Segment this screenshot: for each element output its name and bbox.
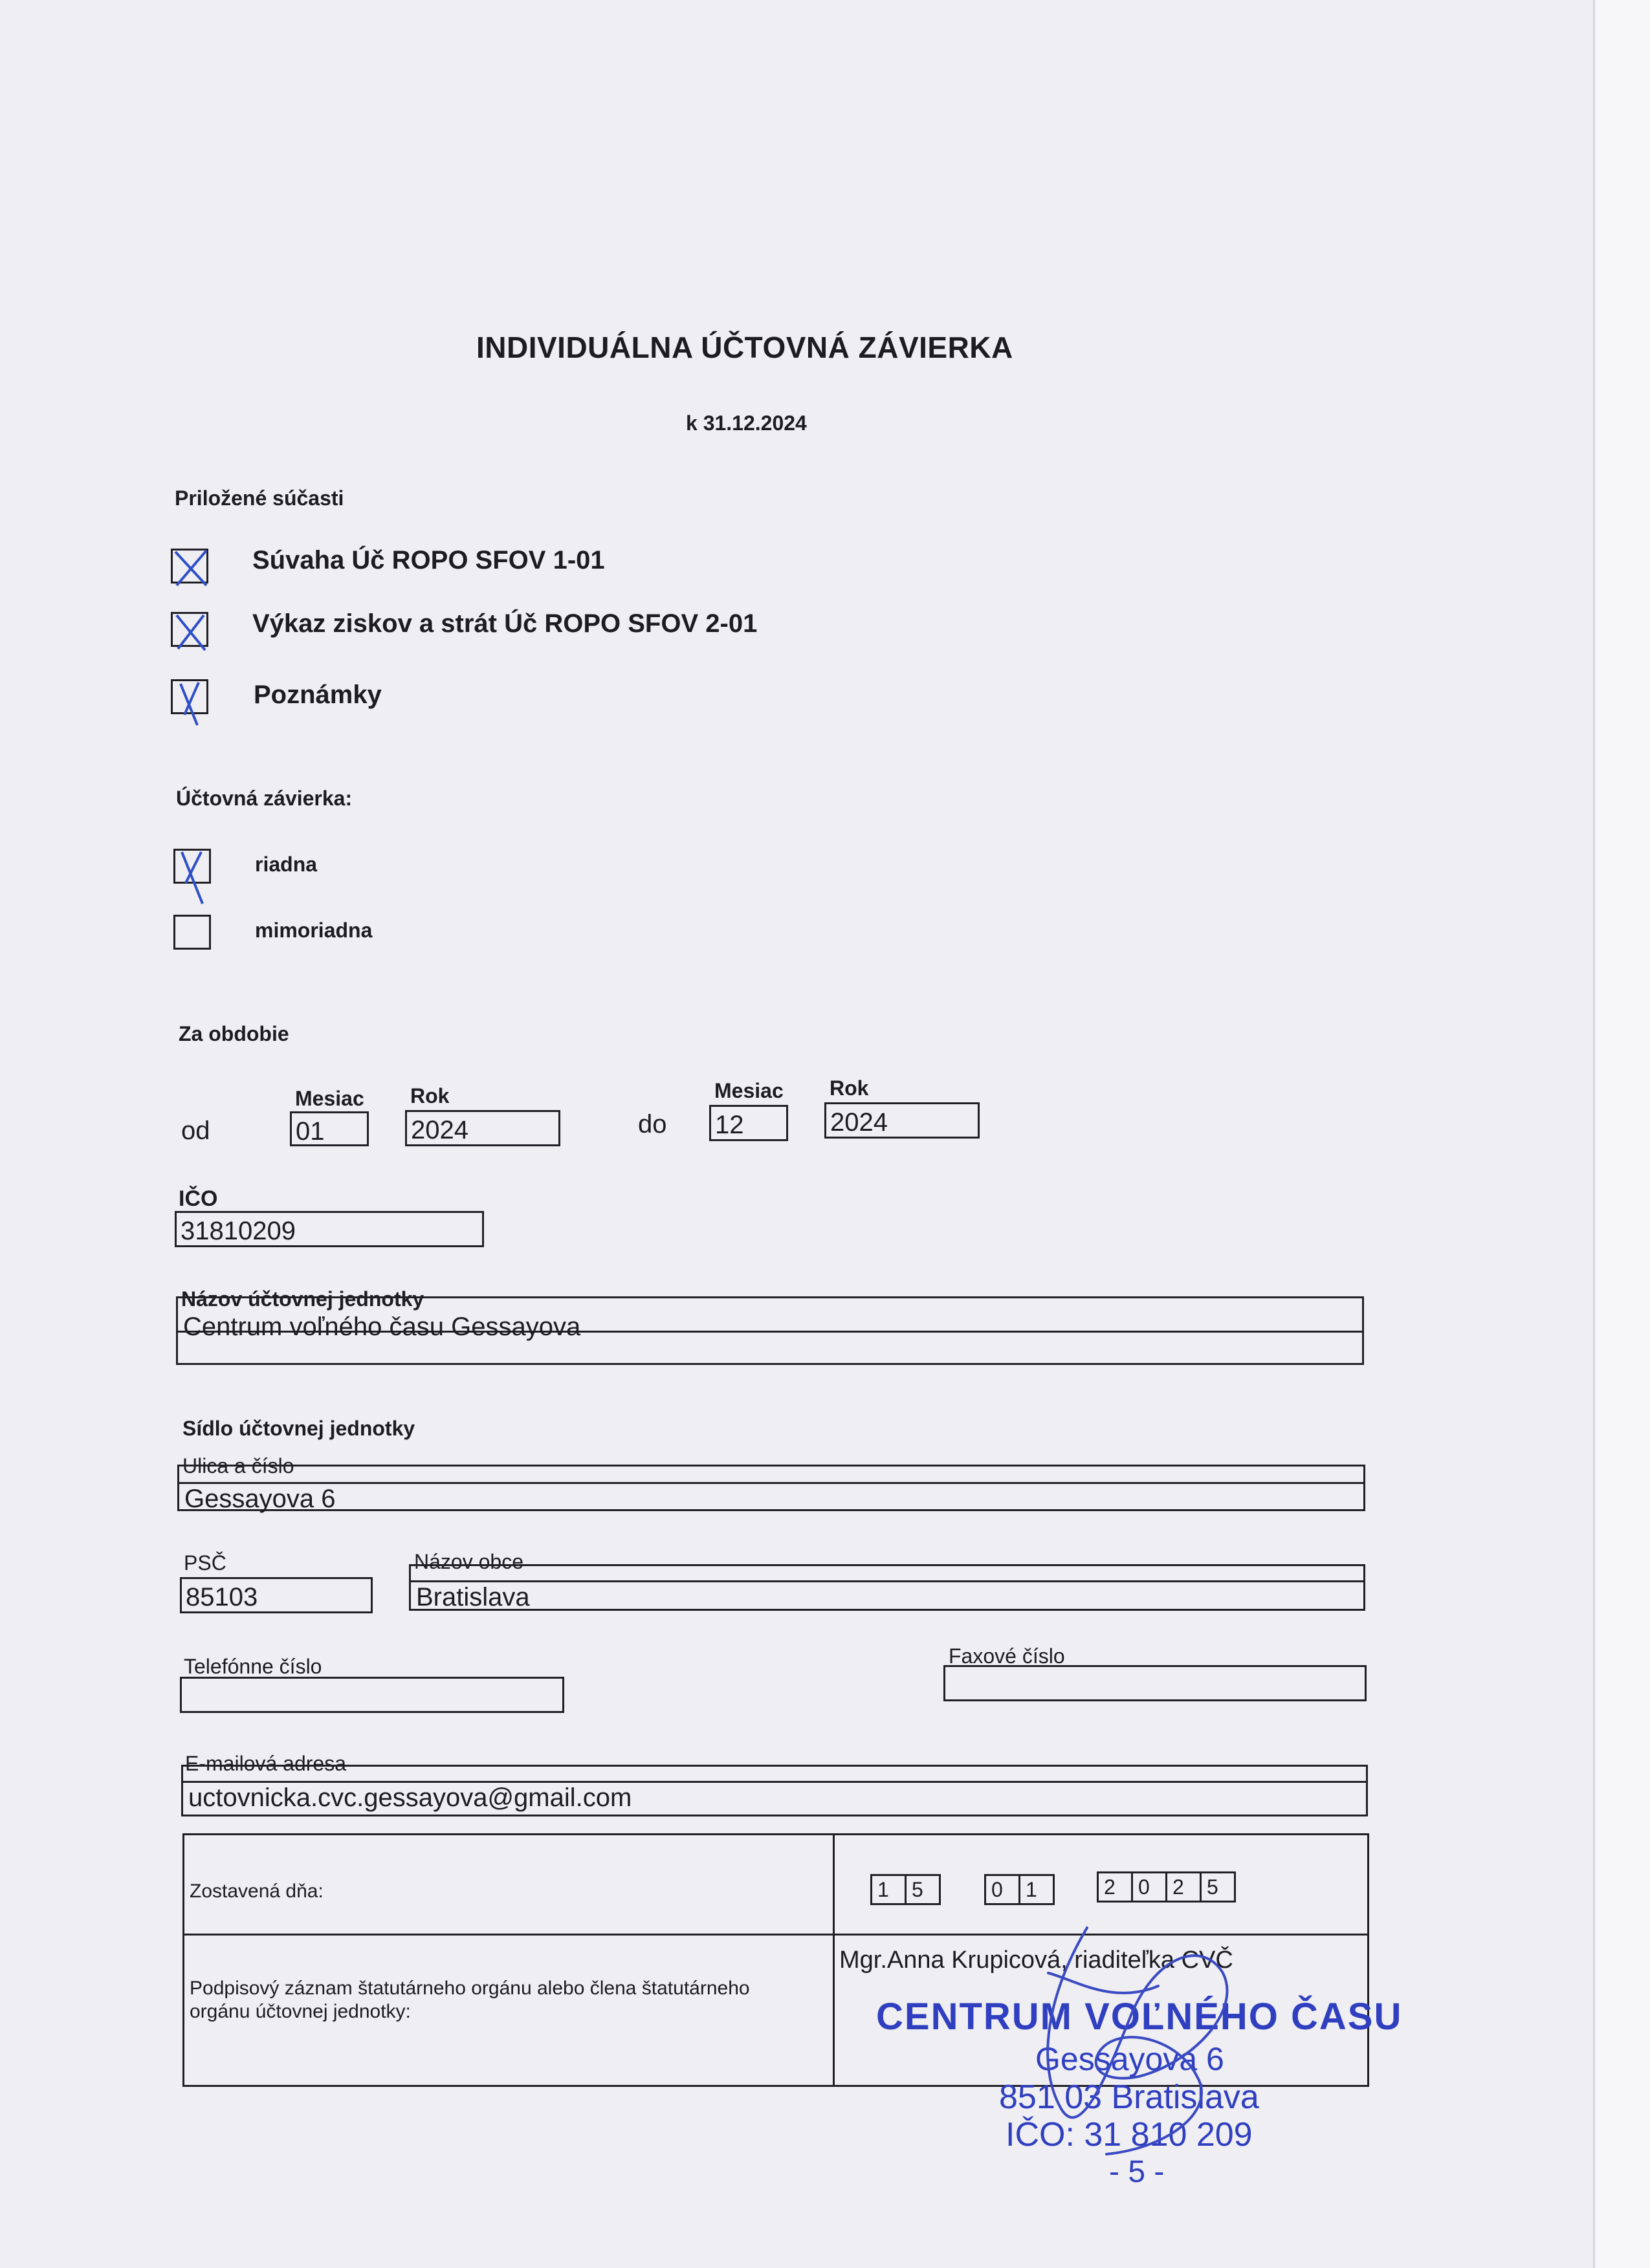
document-date: k 31.12.2024 (686, 411, 807, 435)
to-year-field[interactable] (824, 1102, 980, 1139)
checkbox-vykaz[interactable] (171, 612, 208, 647)
city-field-divider (411, 1580, 1363, 1582)
closing-type-label-mimoriadna: mimoriadna (255, 919, 373, 942)
prepared-year-digit-3[interactable]: 2 (1165, 1871, 1202, 1903)
street-label: Ulica a číslo (182, 1454, 294, 1477)
attachment-label-suvaha: Súvaha Úč ROPO SFOV 1-01 (252, 546, 605, 574)
from-month-field[interactable] (290, 1111, 369, 1146)
street-field[interactable] (177, 1465, 1365, 1511)
seat-heading: Sídlo účtovnej jednotky (182, 1417, 415, 1440)
to-month-label: Mesiac (714, 1079, 784, 1102)
stamp-line4: IČO: 31 810 209 (1006, 2116, 1253, 2154)
from-year-field[interactable] (405, 1110, 560, 1146)
prepared-month-digit-1[interactable]: 0 (984, 1874, 1020, 1905)
zip-field[interactable] (180, 1577, 373, 1613)
zip-value: 85103 (186, 1583, 258, 1611)
prepared-month-digit-2[interactable]: 1 (1018, 1874, 1055, 1905)
closing-type-label-riadna: riadna (255, 853, 318, 876)
ico-field[interactable] (175, 1211, 484, 1247)
to-month-field[interactable] (709, 1105, 788, 1141)
email-label: E-mailová adresa (185, 1752, 346, 1775)
attachment-label-poznamky: Poznámky (254, 681, 382, 709)
email-field-divider (183, 1781, 1366, 1783)
check-x-icon (169, 676, 214, 728)
signature-label-line2: orgánu účtovnej jednotky: (190, 2001, 411, 2022)
email-field[interactable] (181, 1765, 1368, 1816)
scanner-edge (1593, 0, 1650, 2268)
from-month-label: Mesiac (295, 1087, 364, 1110)
street-field-divider (179, 1482, 1363, 1484)
to-year-value: 2024 (830, 1108, 888, 1137)
signature-table-vdivider (833, 1835, 835, 2085)
entity-name-label: Názov účtovnej jednotky (181, 1287, 424, 1311)
document-title: INDIVIDUÁLNA ÚČTOVNÁ ZÁVIERKA (476, 331, 1013, 364)
entity-name-value: Centrum voľného času Gessayova (183, 1313, 581, 1341)
email-value: uctovnicka.cvc.gessayova@gmail.com (188, 1783, 632, 1812)
handwritten-signature (1009, 1915, 1281, 2186)
check-x-icon (169, 609, 214, 654)
city-label: Názov obce (414, 1550, 523, 1573)
stamp-line3: 851 03 Bratislava (999, 2078, 1259, 2116)
fax-field[interactable] (943, 1665, 1367, 1701)
checkbox-poznamky[interactable] (171, 679, 208, 714)
to-month-value: 12 (715, 1111, 744, 1139)
prepared-year-digit-4[interactable]: 5 (1200, 1871, 1236, 1903)
city-field[interactable] (409, 1564, 1365, 1611)
stamp-line2: Gessayova 6 (1035, 2041, 1224, 2077)
entity-name-field[interactable] (176, 1296, 1364, 1365)
from-label: od (181, 1117, 210, 1145)
phone-label: Telefónne číslo (184, 1655, 322, 1678)
closing-type-heading: Účtovná závierka: (176, 787, 353, 810)
ico-label: IČO (179, 1186, 218, 1211)
ico-value: 31810209 (181, 1217, 296, 1245)
to-year-label: Rok (830, 1076, 869, 1100)
checkbox-mimoriadna[interactable] (173, 915, 211, 950)
attachments-heading: Priložené súčasti (175, 486, 344, 510)
prepared-year-digit-1[interactable]: 2 (1097, 1871, 1133, 1903)
checkbox-suvaha[interactable] (171, 549, 208, 583)
prepared-day-digit-2[interactable]: 5 (905, 1874, 941, 1905)
checkbox-riadna[interactable] (173, 849, 211, 884)
fax-label: Faxové číslo (949, 1644, 1065, 1668)
signer-name: Mgr.Anna Krupicová, riaditeľka CVČ (839, 1946, 1233, 1974)
prepared-label: Zostavená dňa: (190, 1881, 324, 1902)
check-x-icon (171, 845, 217, 904)
zip-label: PSČ (184, 1551, 226, 1575)
attachment-label-vykaz: Výkaz ziskov a strát Úč ROPO SFOV 2-01 (252, 609, 758, 638)
from-year-value: 2024 (411, 1116, 468, 1144)
period-heading: Za obdobie (179, 1022, 289, 1045)
stamp-line1: CENTRUM VOĽNÉHO ČASU (876, 1996, 1403, 2038)
city-value: Bratislava (416, 1583, 530, 1611)
to-label: do (638, 1110, 667, 1139)
page-number: - 5 - (1109, 2155, 1165, 2189)
signature-label-line1: Podpisový záznam štatutárneho orgánu alebo člena štatutárneho (190, 1978, 750, 1999)
prepared-year-digit-2[interactable]: 0 (1131, 1871, 1167, 1903)
street-value: Gessayova 6 (184, 1485, 336, 1513)
from-month-value: 01 (296, 1117, 325, 1146)
prepared-day-digit-1[interactable]: 1 (870, 1874, 907, 1905)
check-x-icon (169, 545, 214, 591)
from-year-label: Rok (410, 1084, 450, 1107)
phone-field[interactable] (180, 1677, 564, 1713)
